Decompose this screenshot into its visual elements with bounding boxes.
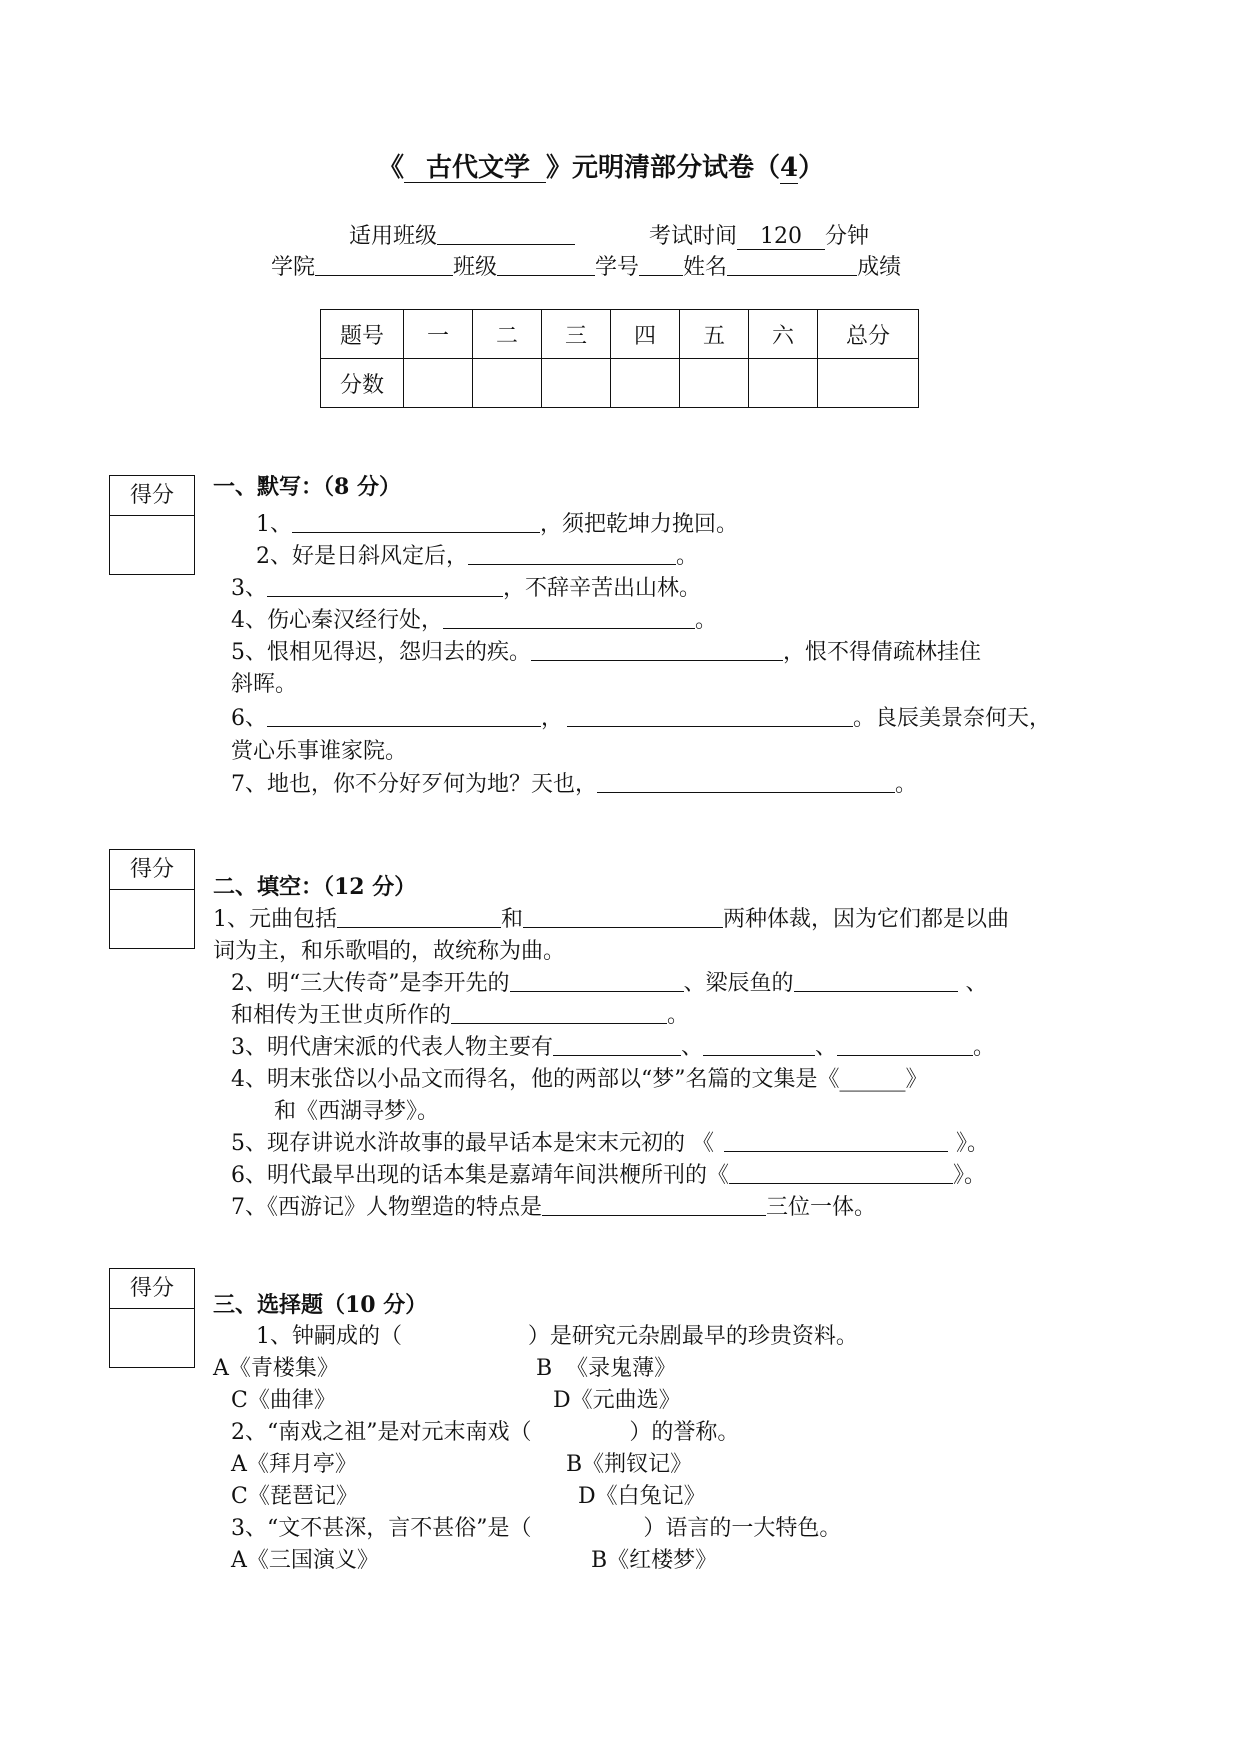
s2-q3-blank-3[interactable]: [837, 1033, 973, 1056]
s1-q3-blank[interactable]: [267, 574, 503, 597]
s1-q2-blank[interactable]: [468, 542, 676, 565]
section1-heading: 一、默写：（8 分）: [213, 474, 401, 500]
s2-q2-cont: [231, 1001, 689, 1031]
s3-q3-option-a[interactable]: A《三国演义》: [231, 1548, 379, 1573]
s3-q2: 2、“南戏之祖”是对元末南戏（ ）的誉称。: [231, 1420, 740, 1445]
grade-box-label: 得分: [110, 850, 194, 890]
s2-q7-text: 7、《西游记》人物塑造的特点是: [231, 1195, 542, 1220]
grade-box-2: [109, 849, 195, 949]
info-line-1: [349, 222, 869, 252]
s2-q2-text-2: 、梁辰鱼的: [683, 971, 794, 996]
s1-q5-text: 5、恨相见得迟，怨归去的疾。: [231, 640, 531, 665]
grade-box-1: [109, 475, 195, 575]
s3-q1-option-a[interactable]: A《青楼集》: [213, 1356, 339, 1381]
s3-q2-option-b[interactable]: B《荆钗记》: [566, 1452, 693, 1477]
s2-q2-blank-3[interactable]: [451, 1001, 667, 1024]
time-unit: 分钟: [825, 224, 870, 249]
s2-q6: [231, 1161, 986, 1191]
s3-q1: 1、钟嗣成的（ ）是研究元杂剧最早的珍贵资料。: [256, 1324, 858, 1349]
s1-q3: [231, 574, 701, 604]
grade-box-3: [109, 1268, 195, 1368]
name-label: 姓名: [683, 255, 728, 280]
title-end: ）: [798, 153, 825, 183]
s1-q1-blank[interactable]: [292, 510, 540, 533]
s2-q6-blank[interactable]: [729, 1161, 953, 1184]
s3-q1-option-c[interactable]: C《曲律》: [231, 1388, 336, 1413]
score-cell[interactable]: [473, 359, 542, 408]
score-cell[interactable]: [818, 359, 919, 408]
s2-q3-end: 。: [973, 1035, 996, 1060]
section2-heading: 二、填空：（12 分）: [213, 874, 417, 900]
s3-q2-option-c[interactable]: C《琵琶记》: [231, 1484, 358, 1509]
s3-q3: 3、“文不甚深，言不甚俗”是（ ）语言的一大特色。: [231, 1516, 842, 1541]
s3-q1-option-d[interactable]: D《元曲选》: [553, 1388, 681, 1413]
s1-q7-text: 7、地也，你不分好歹何为地？天也，: [231, 772, 597, 797]
s1-q5-cont: 斜晖。: [231, 672, 298, 697]
s1-q4-blank[interactable]: [443, 606, 695, 629]
s1-q4: [231, 606, 717, 636]
s3-q1-option-b[interactable]: B 《录鬼薄》: [536, 1356, 677, 1381]
time-value: 120: [737, 225, 825, 250]
s1-q3-prefix: 3、: [231, 576, 267, 601]
time-label: 考试时间: [649, 224, 738, 249]
s2-q1: [213, 905, 1009, 935]
table-cell: 六: [749, 310, 818, 359]
table-cell: 三: [542, 310, 611, 359]
s2-q2-blank-1[interactable]: [510, 969, 684, 992]
s2-q1-blank-1[interactable]: [337, 905, 501, 928]
table-cell: 四: [611, 310, 680, 359]
s2-q2-text-3: 和相传为王世贞所作的: [231, 1003, 452, 1028]
table-cell: 一: [404, 310, 473, 359]
score-cell[interactable]: [680, 359, 749, 408]
score-table: [320, 309, 919, 408]
s1-q5: [231, 638, 981, 668]
table-cell: 五: [680, 310, 749, 359]
s2-q1-text: 1、元曲包括: [213, 907, 337, 932]
score-cell[interactable]: [542, 359, 611, 408]
exam-title: [378, 151, 824, 185]
s2-q3-blank-1[interactable]: [553, 1033, 681, 1056]
title-close: 》元明清部分试卷（: [546, 153, 781, 183]
s1-q4-end: 。: [695, 608, 718, 633]
info-line-2: [271, 253, 901, 283]
student-id-field[interactable]: [639, 253, 683, 276]
score-table-score-row: [321, 359, 919, 408]
table-cell: 分数: [321, 359, 404, 408]
title-course: 古代文学: [404, 154, 546, 183]
s2-q2-sep: 、: [965, 971, 988, 996]
college-label: 学院: [271, 255, 316, 280]
s2-q2-text: 2、明“三大传奇”是李开先的: [231, 971, 510, 996]
score-cell[interactable]: [749, 359, 818, 408]
s2-q4-cont: 和《西湖寻梦》。: [274, 1099, 440, 1124]
s2-q7-end: 三位一体。: [766, 1195, 877, 1220]
s2-q3-text: 3、明代唐宋派的代表人物主要有: [231, 1035, 553, 1060]
class-label: 适用班级: [349, 224, 438, 249]
s1-q6-prefix: 6、: [231, 706, 267, 731]
grade-box-cell[interactable]: [110, 890, 194, 948]
s2-q5-text: 5、现存讲说水浒故事的最早话本是宋末元初的 《: [231, 1131, 714, 1156]
s1-q6-blank-2[interactable]: [567, 704, 853, 727]
s2-q5-end: 》。: [956, 1131, 990, 1156]
grade-label: 成绩: [857, 255, 902, 280]
s3-q3-option-b[interactable]: B《红楼梦》: [591, 1548, 718, 1573]
s2-q3: [231, 1033, 995, 1063]
s2-q4: 4、明末张岱以小品文而得名，他的两部以“梦”名篇的文集是《______》: [231, 1067, 928, 1092]
class-field-2[interactable]: [497, 253, 595, 276]
s3-q2-option-a[interactable]: A《拜月亭》: [231, 1452, 357, 1477]
score-table-header-row: [321, 310, 919, 359]
s3-q2-option-d[interactable]: D《白兔记》: [578, 1484, 706, 1509]
s1-q2-end: 。: [676, 544, 699, 569]
grade-box-cell[interactable]: [110, 516, 194, 574]
grade-box-label: 得分: [110, 1269, 194, 1309]
s2-q3-blank-2[interactable]: [703, 1033, 815, 1056]
s2-q1-text-2: 两种体裁，因为它们都是以曲: [723, 907, 1010, 932]
s1-q4-text: 4、伤心秦汉经行处，: [231, 608, 443, 633]
title-open: 《: [378, 153, 405, 183]
s1-q1-prefix: 1、: [256, 512, 292, 537]
s1-q6-text: 。良辰美景奈何天，: [853, 706, 1052, 731]
s2-q7-blank[interactable]: [542, 1193, 766, 1216]
score-cell[interactable]: [611, 359, 680, 408]
s1-q1: [256, 510, 738, 540]
title-num: 4: [780, 153, 799, 183]
s2-q1-cont: 词为主，和乐歌唱的，故统称为曲。: [213, 939, 566, 964]
class-field[interactable]: [437, 222, 575, 245]
s1-q7-blank[interactable]: [597, 770, 895, 793]
s2-q7: [231, 1193, 876, 1223]
s2-q2-blank-2[interactable]: [794, 969, 958, 992]
college-field[interactable]: [315, 253, 453, 276]
s1-q7: [231, 770, 917, 800]
s1-q7-end: 。: [895, 772, 918, 797]
grade-box-cell[interactable]: [110, 1309, 194, 1367]
s1-q6: [231, 704, 1051, 734]
section3-heading: 三、选择题（10 分）: [213, 1292, 428, 1318]
grade-box-label: 得分: [110, 476, 194, 516]
student-id-label: 学号: [595, 255, 640, 280]
s2-q2-end: 。: [667, 1003, 690, 1028]
s1-q6-blank-1[interactable]: [267, 704, 541, 727]
name-field[interactable]: [727, 253, 857, 276]
s2-q6-text: 6、明代最早出现的话本集是嘉靖年间洪楩所刊的《: [231, 1163, 729, 1188]
table-cell: 总分: [818, 310, 919, 359]
score-cell[interactable]: [404, 359, 473, 408]
s2-q5: [231, 1129, 989, 1159]
s1-q6-comma: ，: [541, 706, 564, 731]
s1-q1-text: ，须把乾坤力挽回。: [540, 512, 739, 537]
s1-q6-cont: 赏心乐事谁家院。: [231, 739, 408, 764]
s1-q2: [256, 542, 698, 572]
s1-q3-text: ，不辞辛苦出山林。: [503, 576, 702, 601]
s1-q5-blank[interactable]: [531, 638, 783, 661]
s2-q5-blank[interactable]: [724, 1129, 948, 1152]
table-cell: 题号: [321, 310, 404, 359]
s2-q3-sep-1: 、: [681, 1035, 704, 1060]
s2-q6-end: 》。: [953, 1163, 987, 1188]
s2-q1-blank-2[interactable]: [523, 905, 723, 928]
s2-q3-sep-2: 、: [815, 1035, 838, 1060]
class-label-2: 班级: [453, 255, 498, 280]
s2-q1-and: 和: [501, 907, 524, 932]
s1-q2-text: 2、好是日斜风定后，: [256, 544, 468, 569]
s2-q2: [231, 969, 988, 999]
s1-q5-text-2: ，恨不得倩疏林挂住: [783, 640, 982, 665]
table-cell: 二: [473, 310, 542, 359]
